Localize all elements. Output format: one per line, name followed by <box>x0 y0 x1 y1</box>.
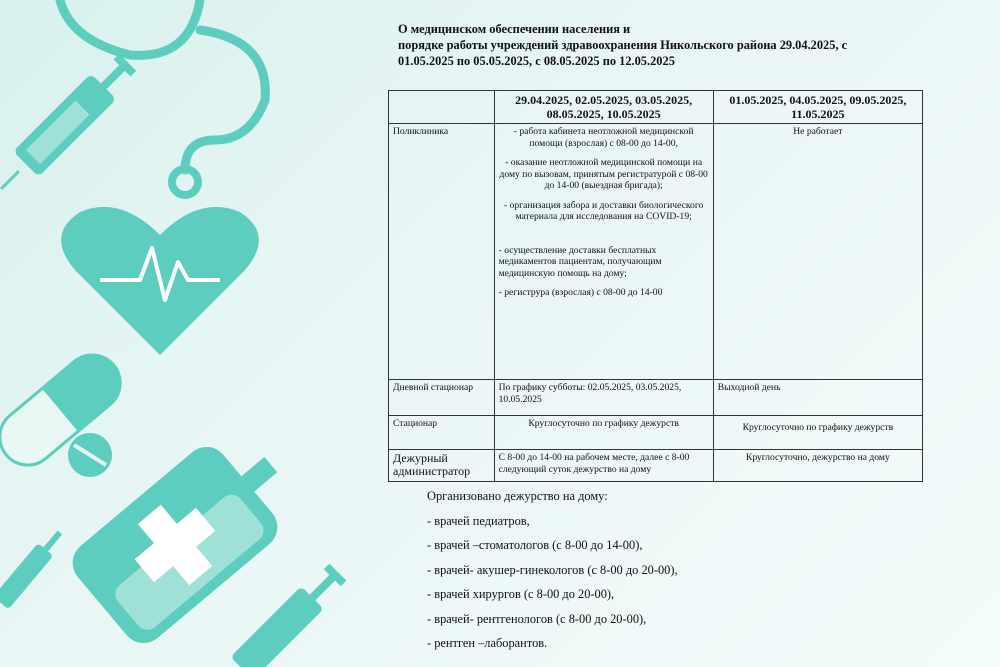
pill-tablet-icon <box>68 433 112 477</box>
schedule-table <box>388 90 923 482</box>
list-item: - организация забора и доставки биологического материала для исследования на COVID-19; <box>503 199 704 222</box>
list-item: - врачей –стоматологов (с 8-00 до 14-00), <box>427 538 643 552</box>
poly-schedule <box>494 124 713 380</box>
duty-title: Организовано дежурство на дому: <box>427 489 608 503</box>
title-line: порядке работы учреждений здравоохранения Никольского района 29.04.2025, с <box>398 38 848 52</box>
header-empty <box>389 91 495 124</box>
syringe-icon <box>0 526 68 609</box>
cell-value: Выходной день <box>713 380 922 416</box>
title-line: 01.05.2025 по 05.05.2025, с 08.05.2025 по 12.05.2025 <box>398 54 675 68</box>
list-item: - работа кабинета неотложной медицинской помощи (взрослая) с 08-00 до 14-00, <box>513 126 694 149</box>
page-title <box>398 21 918 69</box>
table-row <box>389 416 923 450</box>
col2-header: 01.05.2025, 04.05.2025, 09.05.2025, 11.05.2025 <box>713 91 922 124</box>
row-label: Стационар <box>389 416 495 450</box>
cell-value: Круглосуточно, дежурство на дому <box>713 450 922 482</box>
syringe-icon <box>230 561 349 667</box>
list-item: - врачей педиатров, <box>427 513 530 528</box>
heart-pulse-icon <box>61 207 259 355</box>
list-item: - врачей хирургов (с 8-00 до 20-00), <box>427 587 615 601</box>
poly-closed: Не работает <box>713 124 922 380</box>
table-row <box>389 450 923 482</box>
cell-value: Круглосуточно по графику дежурств <box>494 416 713 450</box>
row-label: Поликлиника <box>389 124 495 380</box>
row-label: Дежурный администратор <box>389 450 495 482</box>
table-header-row <box>389 91 923 124</box>
list-item: - осуществление доставки бесплатных медикаментов пациентам, получающим медицинскую помощь на дому; <box>498 244 662 279</box>
cell-value: По графику субботы: 02.05.2025, 03.05.2025, 10.05.2025 <box>494 380 713 416</box>
list-item: - врачей- рентгенологов (с 8-00 до 20-00), <box>427 611 647 626</box>
cell-value: С 8-00 до 14-00 на рабочем месте, далее с 8-00 следующий суток дежурство на дому <box>494 450 713 482</box>
row-label: Дневной стационар <box>389 380 495 416</box>
col1-header: 29.04.2025, 02.05.2025, 03.05.2025, 08.05.2025, 10.05.2025 <box>494 91 713 124</box>
table-row <box>389 124 923 380</box>
table-row <box>389 380 923 416</box>
title-line: О медицинском обеспечении населения и <box>398 22 631 36</box>
list-item: - рентген –лаборантов. <box>427 636 548 650</box>
syringe-icon <box>0 50 140 202</box>
duty-list <box>427 484 678 656</box>
cell-value: Круглосуточно по графику дежурств <box>713 416 922 450</box>
list-item: - врачей- акушер-гинекологов (с 8-00 до 20-00), <box>427 562 678 577</box>
medical-decor <box>0 0 380 667</box>
list-item: - региструра (взрослая) с 08-00 до 14-00 <box>498 287 663 298</box>
list-item: - оказание неотложной медицинской помощи на дому по вызовам, принятым регистратурой с 08-00 до 14-00 (выездная бригада); <box>499 157 708 191</box>
